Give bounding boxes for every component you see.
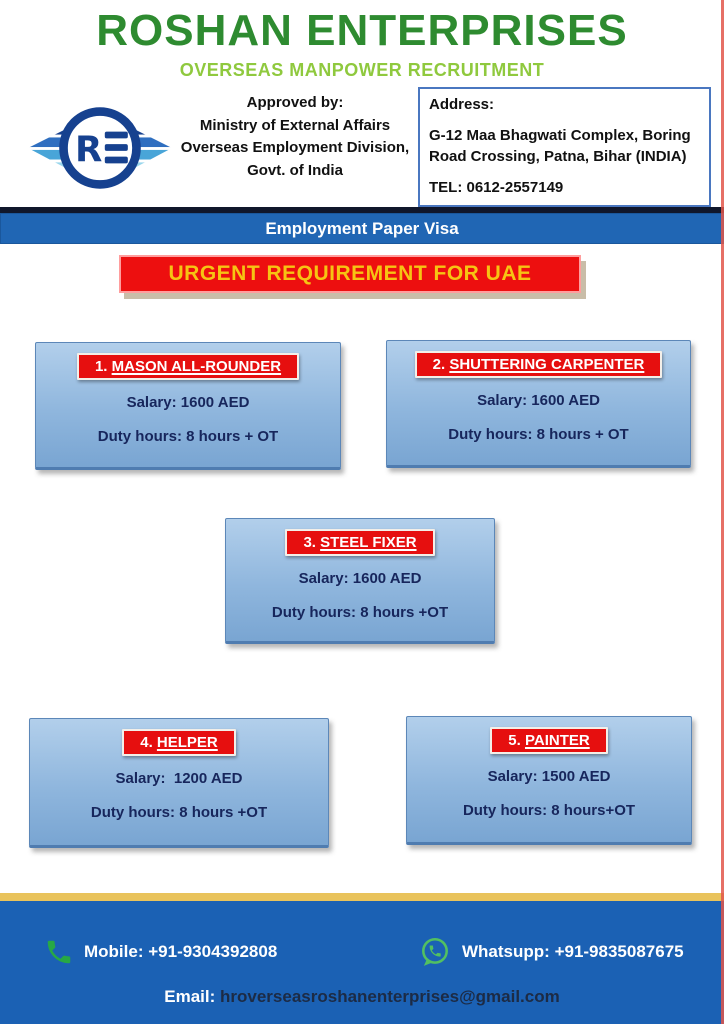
whatsapp-text [462,942,684,962]
mobile-label: Mobile: [84,942,144,961]
address-text: G-12 Maa Bhagwati Complex, Boring Road Crossing, Patna, Bihar (INDIA) [429,127,691,165]
job-name: SHUTTERING CARPENTER [449,356,645,373]
address-box [418,87,711,207]
whatsapp-label: Whatsupp: [462,942,550,961]
job-salary: Salary: 1600 AED [126,394,250,411]
address-telephone: TEL: 0612-2557149 [429,179,564,196]
email-address: hroverseasroshanenterprises@gmail.com [220,987,560,1006]
job-salary: Salary: 1600 AED [298,570,422,587]
job-duty-hours: Duty hours: 8 hours + OT [97,428,279,445]
job-number: 2. [432,356,446,373]
mobile-contact [44,937,277,967]
job-number: 3. [303,534,316,551]
company-logo-icon [28,94,172,204]
phone-icon [44,937,74,967]
company-tagline: OVERSEAS MANPOWER RECRUITMENT [179,60,545,80]
job-card-steel-fixer [225,518,495,644]
job-name: HELPER [156,734,218,751]
job-card-mason [35,342,341,470]
mobile-text [84,942,277,962]
footer [0,901,724,1024]
job-salary: Salary: 1600 AED [477,392,600,409]
gold-divider [0,893,724,901]
whatsapp-contact [418,935,684,969]
job-salary: Salary: 1500 AED [487,768,611,785]
approved-by-line-2: Overseas Employment Division, [180,139,410,156]
job-card-painter [406,716,692,845]
job-name: STEEL FIXER [320,534,417,551]
email-label: Email: [164,987,216,1006]
whatsapp-icon [418,935,452,969]
job-title-badge [77,353,299,380]
svg-text:R: R [75,129,103,171]
job-card-helper [29,718,329,848]
approved-by-line-1: Ministry of External Affairs [199,116,391,134]
job-title-badge [285,529,434,556]
job-duty-hours: Duty hours: 8 hours +OT [271,604,449,621]
job-title-badge [490,727,607,754]
email-contact [0,987,724,1007]
job-card-shuttering-carpenter [386,340,691,468]
company-name: ROSHAN ENTERPRISES [96,6,628,55]
job-number: 4. [140,734,153,751]
job-number: 1. [94,358,108,375]
approved-by-line-3: Govt. of India [247,161,343,179]
address-label: Address: [429,96,495,113]
job-title-badge [122,729,236,756]
job-name: PAINTER [524,732,590,749]
job-name: MASON ALL-ROUNDER [111,358,282,375]
job-title-badge [415,351,663,378]
job-salary: Salary: 1200 AED [115,770,243,787]
mobile-number: +91-9304392808 [148,942,278,961]
whatsapp-number: +91-9835087675 [554,942,684,961]
job-duty-hours: Duty hours: 8 hours + OT [448,426,629,443]
job-duty-hours: Duty hours: 8 hours +OT [90,804,268,821]
job-duty-hours: Duty hours: 8 hours+OT [462,802,636,819]
approved-by-label: Approved by: [246,94,344,111]
urgent-requirement-banner: URGENT REQUIREMENT FOR UAE [119,255,581,293]
approved-by-block [172,92,418,182]
visa-type-bar: Employment Paper Visa [0,213,724,244]
job-number: 5. [508,732,521,749]
